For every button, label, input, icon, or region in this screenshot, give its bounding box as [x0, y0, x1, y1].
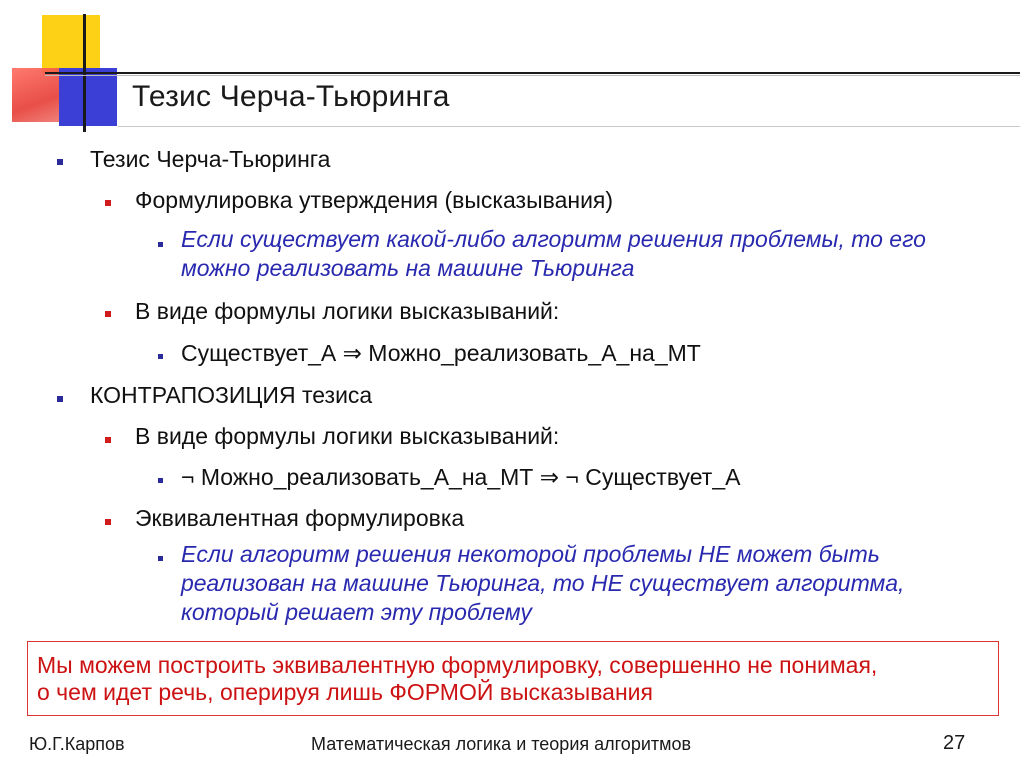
bullet-icon	[158, 478, 163, 483]
bullet-icon	[158, 556, 163, 561]
decor-yellow-square	[42, 15, 100, 73]
list-item-l3-line: который решает эту проблему	[181, 599, 532, 625]
decor-horizontal-shadow	[45, 75, 1020, 76]
footer-author: Ю.Г.Карпов	[29, 734, 125, 754]
list-item-l3-line: Если алгоритм решения некоторой проблемы НЕ может быть	[181, 541, 880, 567]
bullet-icon	[105, 519, 111, 525]
formula-line: ¬ Можно_реализовать_А_на_МТ ⇒ ¬ Существует_А	[181, 464, 741, 490]
list-item-l1: Тезис Черча-Тьюринга	[90, 146, 331, 172]
list-item-l3-line: реализован на машине Тьюринга, то НЕ существует алгоритма,	[181, 570, 905, 596]
slide-title: Тезис Черча-Тьюринга	[132, 80, 450, 113]
list-item-l2: Эквивалентная формулировка	[135, 505, 465, 531]
bullet-icon	[105, 311, 111, 317]
bullet-icon	[158, 354, 163, 359]
list-item-l2: Формулировка утверждения (высказывания)	[135, 187, 614, 213]
decor-horizontal-line	[45, 72, 1020, 74]
list-item-l3-line: можно реализовать на машине Тьюринга	[181, 255, 635, 281]
bullet-icon	[105, 437, 111, 443]
bullet-icon	[57, 159, 63, 165]
list-item-l2: В виде формулы логики высказываний:	[135, 298, 560, 324]
formula-line: Существует_А ⇒ Можно_реализовать_А_на_МТ	[181, 340, 701, 366]
title-rule	[118, 126, 1020, 127]
note-box	[27, 641, 999, 716]
list-item-l3-line: Если существует какой-либо алгоритм решения проблемы, то его	[181, 226, 926, 252]
bullet-icon	[158, 242, 163, 247]
footer-course-title: Математическая логика и теория алгоритмов	[311, 734, 692, 754]
decor-blue-square	[59, 68, 117, 126]
note-line: Мы можем построить эквивалентную формулировку, совершенно не понимая,	[37, 652, 878, 678]
page-number: 27	[943, 732, 966, 754]
list-item-l1: КОНТРАПОЗИЦИЯ тезиса	[90, 382, 373, 408]
bullet-icon	[105, 200, 111, 206]
note-line: о чем идет речь, оперируя лишь ФОРМОЙ высказывания	[37, 679, 653, 705]
bullet-icon	[57, 396, 63, 402]
list-item-l2: В виде формулы логики высказываний:	[135, 423, 560, 449]
